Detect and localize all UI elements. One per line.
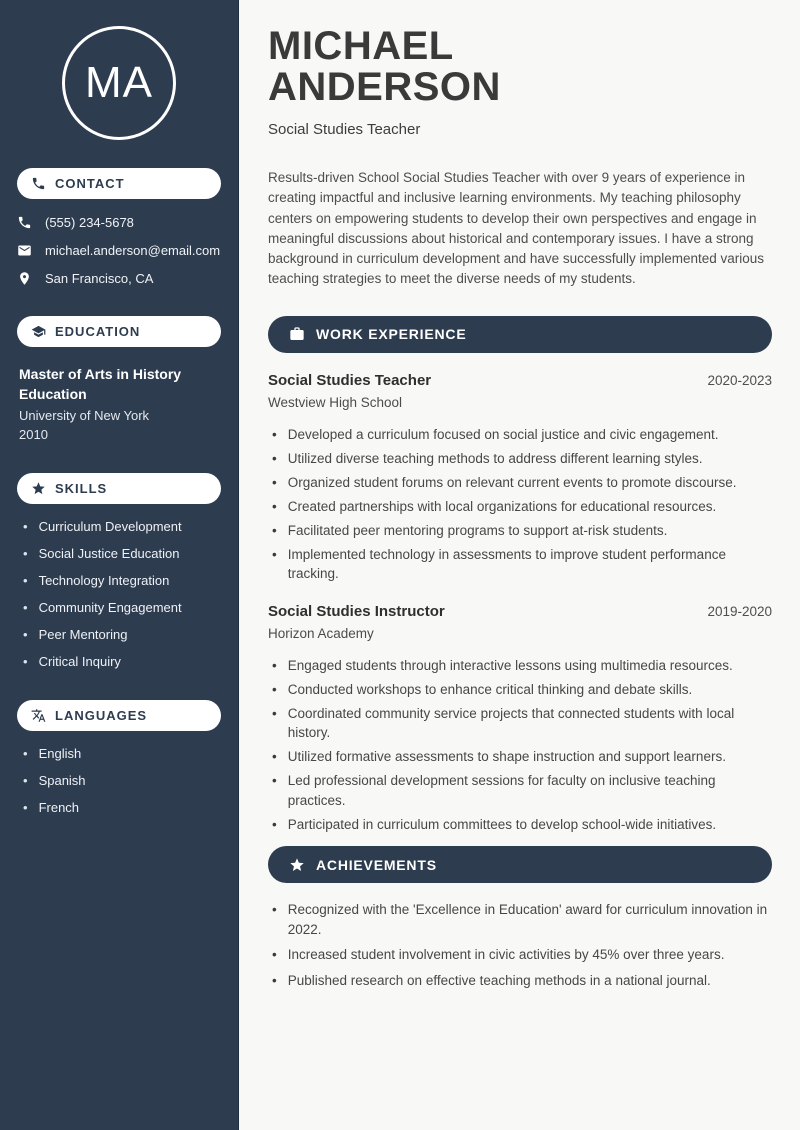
language-item: • French [23,800,221,815]
avatar [62,26,176,140]
contact-item-location [17,271,221,286]
job-bullet-list [268,656,772,835]
languages-list [17,746,221,815]
achievement-bullet: • Recognized with the 'Excellence in Education' award for curriculum innovation in 2022. [272,900,772,939]
job-bullet: • Utilized diverse teaching methods to address different learning styles. [272,449,772,469]
briefcase-icon [289,326,305,342]
skill-item: • Critical Inquiry [23,654,221,669]
job-bullet: • Utilized formative assessments to shape instruction and support learners. [272,747,772,767]
job-bullet: • Developed a curriculum focused on social justice and civic engagement. [272,425,772,445]
phone-number: (555) 234-5678 [45,215,134,230]
work-experience-section-title: WORK EXPERIENCE [316,326,467,343]
main-content [239,0,800,1130]
achievement-bullet: • Published research on effective teaching methods in a national journal. [272,971,772,991]
skill-item: • Curriculum Development [23,519,221,534]
job-dates: 2020-2023 [707,372,772,388]
work-experience-section-header [268,316,772,353]
job-bullet: • Organized student forums on relevant current events to promote discourse. [272,473,772,493]
location-text: San Francisco, CA [45,271,154,286]
graduation-year: 2010 [19,427,48,442]
star-icon [289,857,305,873]
school-name: University of New York [19,408,150,423]
job-company: Horizon Academy [268,625,374,641]
phone-icon [31,176,46,191]
location-pin-icon [17,271,32,286]
languages-section-title: LANGUAGES [55,708,148,723]
candidate-name [268,26,772,108]
job-header [268,603,772,620]
skill-item: • Peer Mentoring [23,627,221,642]
contact-section-header [17,168,221,199]
job-company: Westview High School [268,394,403,410]
sidebar [0,0,239,1130]
skill-item: • Social Justice Education [23,546,221,561]
language-item: • Spanish [23,773,221,788]
skill-item: • Technology Integration [23,573,221,588]
star-icon [31,481,46,496]
job-bullet: • Engaged students through interactive lessons using multimedia resources. [272,656,772,676]
job-entry [268,603,772,835]
job-header [268,372,772,389]
skills-list [17,519,221,669]
translate-icon [31,708,46,723]
phone-icon [17,215,32,230]
contact-section-title: CONTACT [55,176,125,191]
achievements-section-title: ACHIEVEMENTS [316,856,437,873]
job-bullet: • Led professional development sessions for faculty on inclusive teaching practices. [272,771,772,810]
job-bullet: • Created partnerships with local organizations for educational resources. [272,497,772,517]
job-bullet: • Facilitated peer mentoring programs to support at-risk students. [272,521,772,541]
job-bullet: • Conducted workshops to enhance critical thinking and debate skills. [272,680,772,700]
achievements-list [268,900,772,990]
languages-section-header [17,700,221,731]
candidate-first-name: MICHAEL [268,24,454,68]
profile-summary: Results-driven School Social Studies Teacher with over 9 years of experience in creating impactful and inclusive learning environments. My teaching philosophy centers on empowering students to develop their own perspectives and engage in meaningful discussions about historical and contemporary issues. I have a strong background in curriculum development and have successfully implemented various teaching strategies to meet the diverse needs of my students. [268,170,765,287]
email-icon [17,243,32,258]
contact-list [17,215,221,286]
skills-section-title: SKILLS [55,481,108,496]
contact-item-email [17,243,221,258]
contact-item-phone [17,215,221,230]
job-bullet: • Coordinated community service projects that connected students with local history. [272,704,772,743]
achievements-section-header [268,846,772,883]
candidate-job-title: Social Studies Teacher [268,121,421,138]
education-entry [17,364,221,442]
job-entry [268,372,772,584]
job-bullet: • Implemented technology in assessments to improve student performance tracking. [272,545,772,584]
graduation-cap-icon [31,324,46,339]
job-dates: 2019-2020 [707,603,772,619]
job-bullet-list [268,425,772,584]
email-address: michael.anderson@email.com [45,243,221,258]
degree-name: Master of Arts in History Education [19,366,182,402]
education-section-header [17,316,221,347]
job-position-title: Social Studies Instructor [268,602,445,620]
job-position-title: Social Studies Teacher [268,371,432,389]
skill-item: • Community Engagement [23,600,221,615]
language-item: • English [23,746,221,761]
skills-section-header [17,473,221,504]
achievement-bullet: • Increased student involvement in civic activities by 45% over three years. [272,945,772,965]
education-section-title: EDUCATION [55,324,141,339]
candidate-last-name: ANDERSON [268,65,501,109]
job-bullet: • Participated in curriculum committees to develop school-wide initiatives. [272,815,772,835]
avatar-initials: MA [85,58,153,107]
